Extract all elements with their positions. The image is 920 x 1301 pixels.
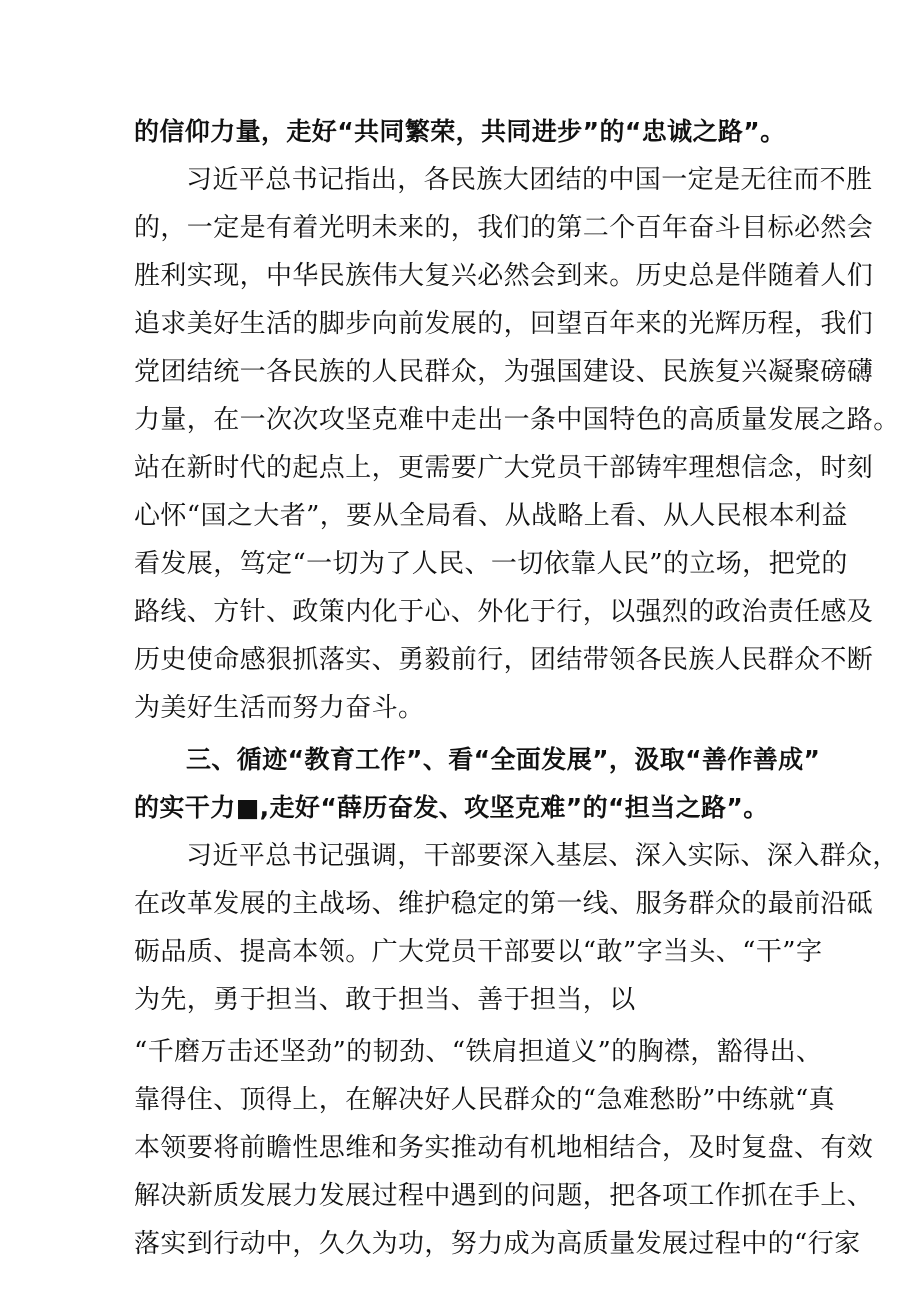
section-heading: 的实干力■,走好“薛历奋发、攻坚克难”的“担当之路”。 [134, 793, 769, 822]
paragraph-line: 心怀“国之大者”，要从全局看、从战略上看、从人民根本利益 [134, 501, 848, 531]
paragraph-line: 党团结统一各民族的人民群众，为强国建设、民族复兴凝聚磅礴 [134, 357, 874, 387]
paragraph-line: 胜利实现，中华民族伟大复兴必然会到来。历史总是伴随着人们 [134, 261, 874, 291]
paragraph-line: 为美好生活而努力奋斗。 [134, 693, 425, 723]
paragraph-line: 路线、方针、政策内化于心、外化于行，以强烈的政治责任感及 [134, 597, 874, 627]
paragraph-line: 习近平总书记强调，干部要深入基层、深入实际、深入群众， [186, 841, 899, 871]
paragraph-line: 本领要将前瞻性思维和务实推动有机地相结合，及时复盘、有效 [134, 1133, 874, 1163]
paragraph-line: 在改革发展的主战场、维护稳定的第一线、服务群众的最前沿砥 [134, 889, 874, 919]
heading-line-continuation: 的信仰力量，走好“共同繁荣，共同进步”的“忠诚之路”。 [134, 117, 786, 146]
paragraph-line: 砺品质、提高本领。广大党员干部要以“敢”字当头、“干”字 [134, 937, 823, 967]
paragraph-line: 落实到行动中，久久为功，努力成为高质量发展过程中的“行家 [134, 1229, 861, 1259]
paragraph-line: 为先，勇于担当、敢于担当、善于担当，以 [134, 985, 636, 1015]
paragraph-line: “千磨万击还坚劲”的韧劲、“铁肩担道义”的胸襟，豁得出、 [134, 1037, 823, 1067]
paragraph-line: 解决新质发展力发展过程中遇到的问题，把各项工作抓在手上、 [134, 1181, 874, 1211]
paragraph-line: 的，一定是有着光明未来的，我们的第二个百年奋斗目标必然会 [134, 213, 874, 243]
paragraph-line: 站在新时代的起点上，更需要广大党员干部铸牢理想信念，时刻 [134, 453, 874, 483]
paragraph-line: 看发展，笃定“一切为了人民、一切依靠人民”的立场，把党的 [134, 549, 848, 579]
paragraph-line: 力量，在一次次攻坚克难中走出一条中国特色的高质量发展之路。 [134, 405, 900, 435]
paragraph-line: 靠得住、顶得上，在解决好人民群众的“急难愁盼”中练就“真 [134, 1085, 836, 1115]
paragraph-line: 习近平总书记指出，各民族大团结的中国一定是无往而不胜 [186, 165, 873, 195]
paragraph-line: 追求美好生活的脚步向前发展的，回望百年来的光辉历程，我们 [134, 309, 874, 339]
paragraph-line: 历史使命感狠抓落实、勇毅前行，团结带领各民族人民群众不断 [134, 645, 874, 675]
section-heading: 三、循迹“教育工作”、看“全面发展”，汲取“善作善成” [186, 745, 821, 774]
